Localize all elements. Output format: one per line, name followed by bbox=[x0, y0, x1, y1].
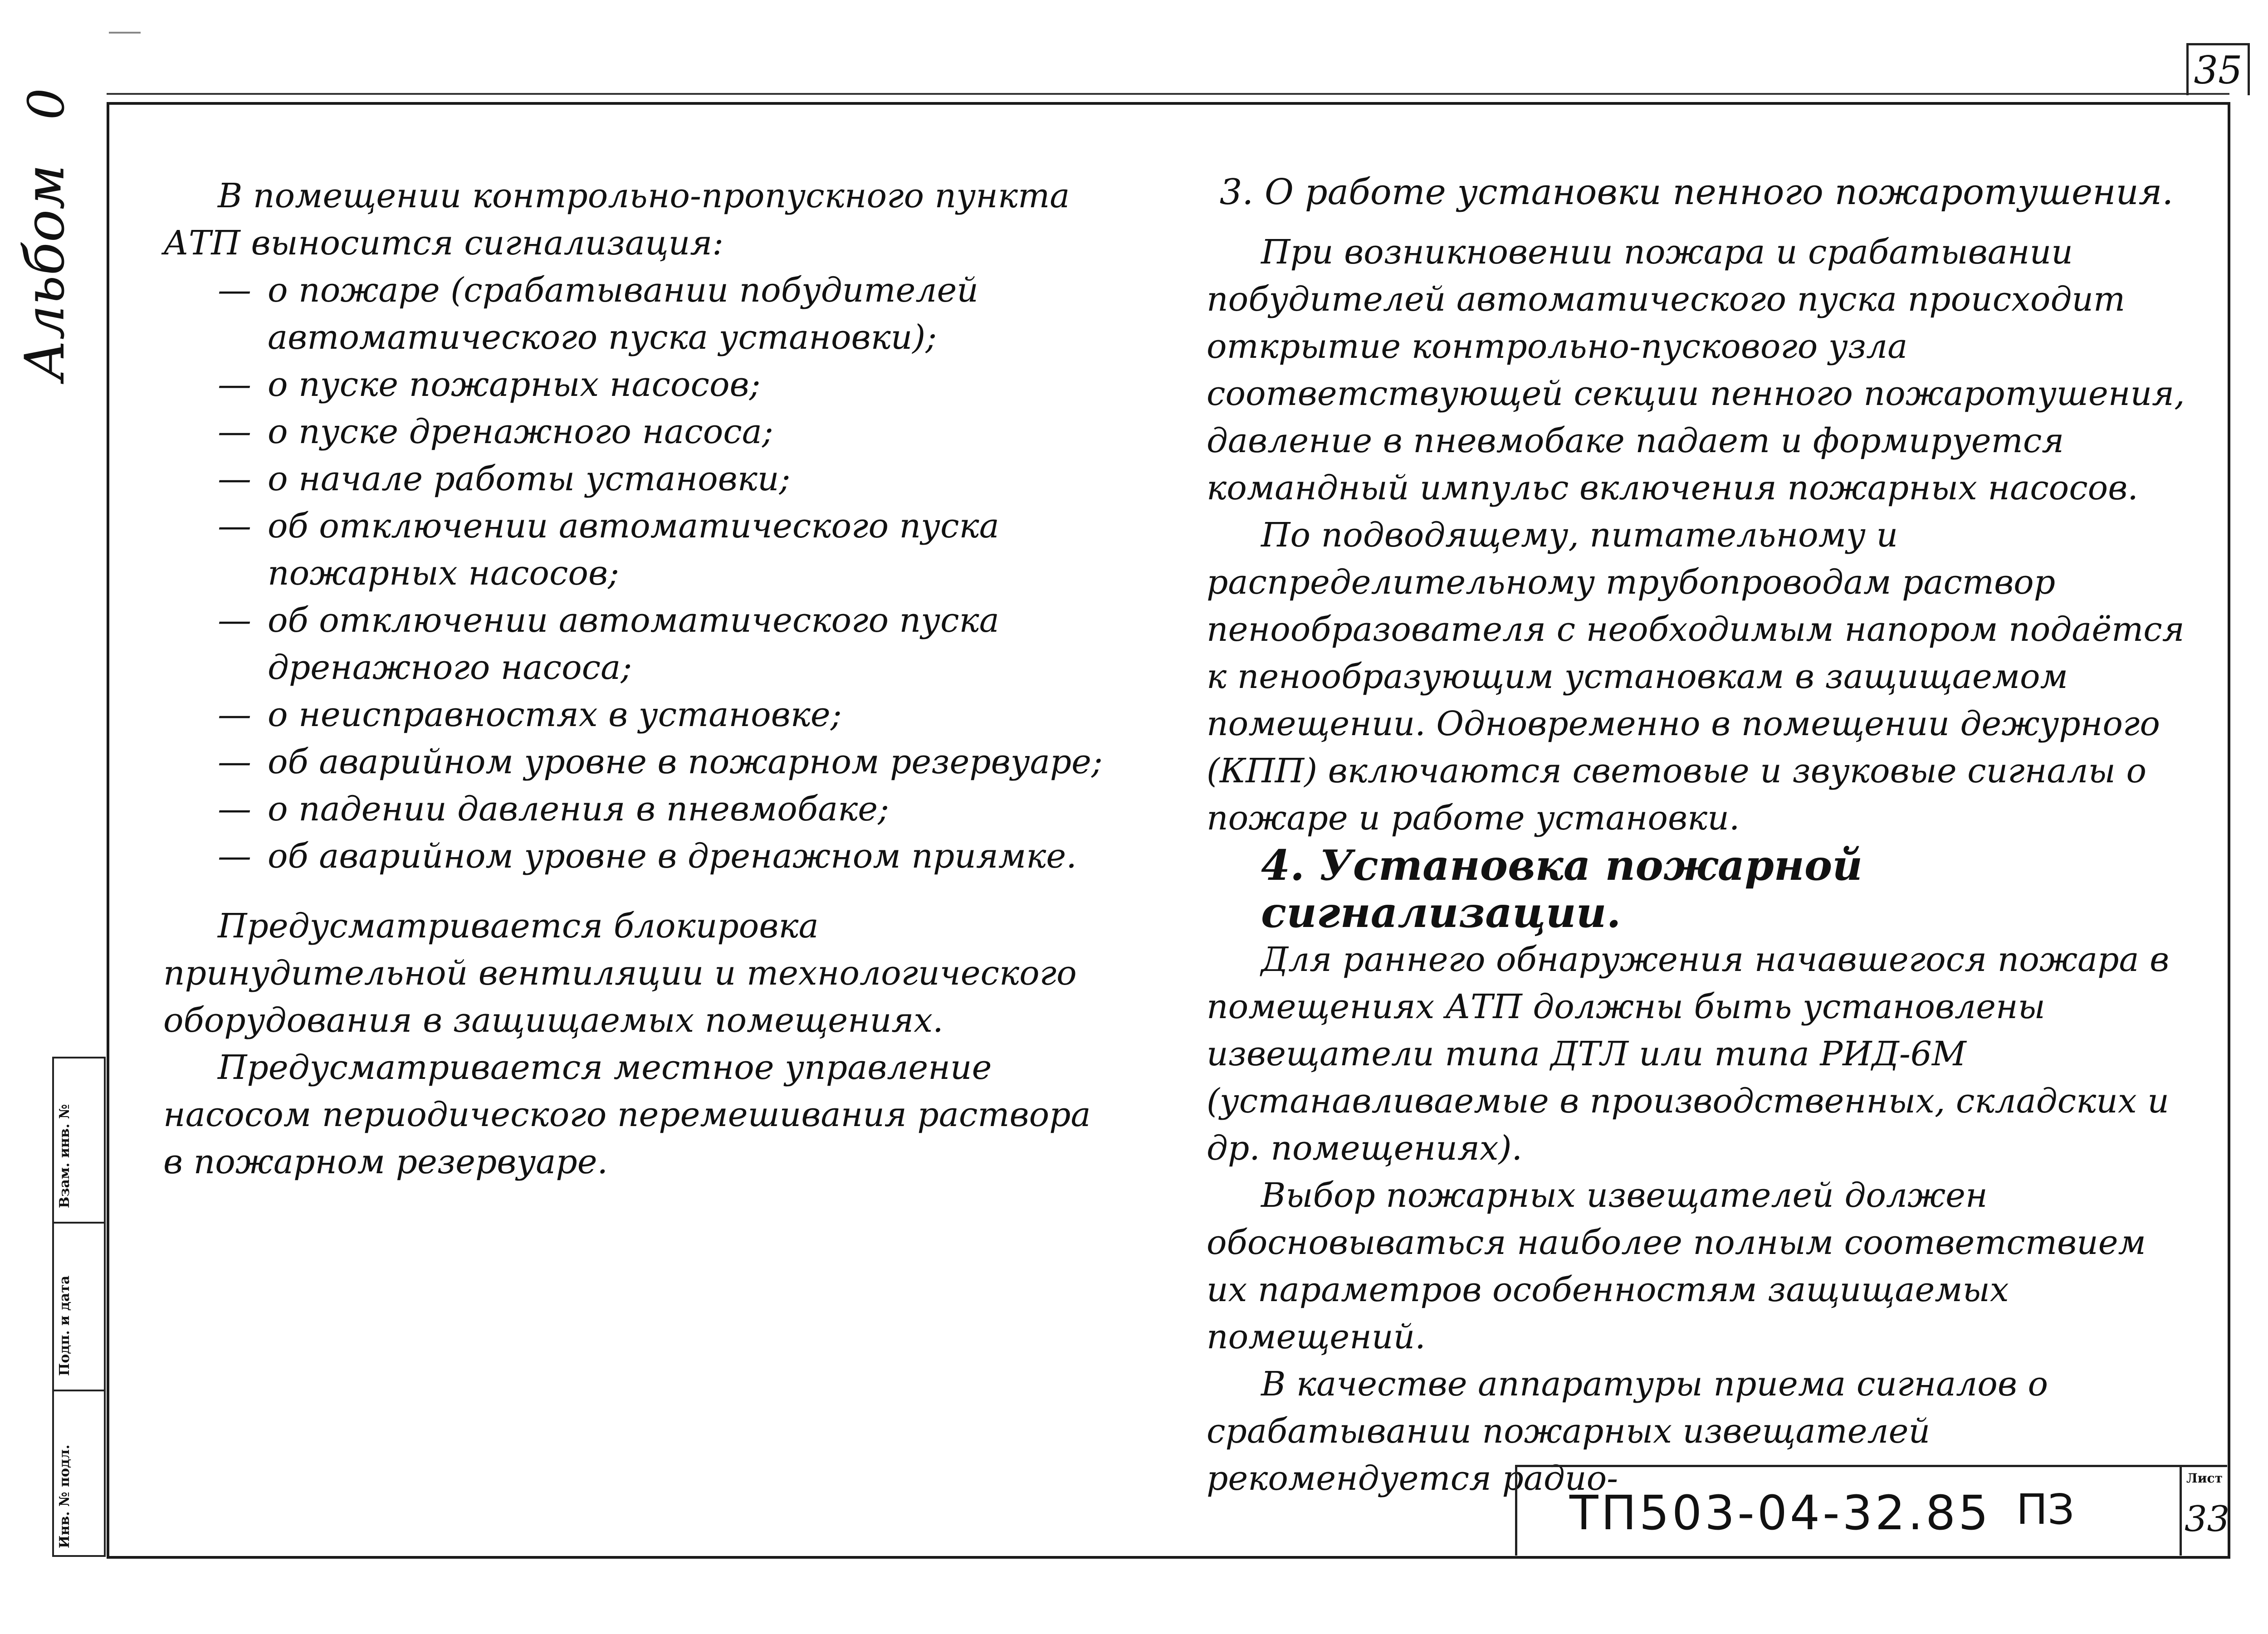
stamp-divider bbox=[54, 1222, 104, 1224]
paragraph-local-control: Предусматривается местное управление насосом периодического перемешивания раствора в пожарном резервуаре. bbox=[163, 1048, 1091, 1181]
section-4-heading: 4. Установка пожарной сигнализации. bbox=[1261, 841, 1863, 937]
signal-intro: В помещении контрольно-пропускного пункта АТП выносится сигнализация: bbox=[163, 176, 1070, 263]
section-4-paragraph-3: В качестве аппаратуры приема сигналов о срабатывании пожарных извещателей рекомендуется радио- bbox=[1207, 1365, 2048, 1498]
album-label bbox=[14, 88, 77, 381]
section-4-paragraph-1: Для раннего обнаружения начавшегося пожара в помещениях АТП должны быть установлены извещатели типа ДТЛ или типа РИД-6М (устанавливаемые в производственных, складских и др. помещениях). bbox=[1207, 940, 2170, 1168]
list-item: — об отключении автоматического пуска пожарных насосов; bbox=[163, 502, 1111, 597]
left-text-column bbox=[163, 172, 1111, 1185]
sheet-number: 33 bbox=[2185, 1499, 2230, 1540]
right-text-column bbox=[1207, 172, 2186, 1502]
list-item: — об аварийном уровне в дренажном приямке. bbox=[163, 833, 1111, 880]
list-item: — об отключении автоматического пуска дренажного насоса; bbox=[163, 597, 1111, 691]
section-3-paragraph-1: При возникновении пожара и срабатывании побудителей автоматического пуска происходит открытие контрольно-пускового узла соответствующей секции пенного пожаротушения, давление в пневмобаке падает и формируется командный импульс включения пожарных насосов. bbox=[1207, 233, 2185, 507]
paragraph-blocking: Предусматривается блокировка принудительной вентиляции и технологического оборудования в защищаемых помещениях. bbox=[163, 907, 1077, 1040]
list-item: — об аварийном уровне в пожарном резервуаре; bbox=[163, 738, 1111, 785]
album-number: 0 bbox=[17, 88, 75, 120]
stamp-divider bbox=[54, 1390, 104, 1391]
list-item: — о пожаре (срабатывании побудителей автоматического пуска установки); bbox=[163, 267, 1111, 361]
stamp-original-inv: Инв. № подл. bbox=[57, 1444, 73, 1548]
scan-mark bbox=[109, 32, 141, 34]
list-item: — о начале работы установки; bbox=[163, 455, 1111, 502]
list-item: — о пуске дренажного насоса; bbox=[163, 408, 1111, 455]
section-3-heading: 3. О работе установки пенного пожаротушения. bbox=[1219, 172, 2174, 213]
signal-list bbox=[163, 267, 1111, 880]
sheet-corner-number: 35 bbox=[2186, 43, 2250, 95]
frame-top-rule bbox=[107, 93, 2229, 95]
stamp-sign-date: Подп. и дата bbox=[57, 1275, 73, 1376]
album-label-text: Альбом bbox=[14, 164, 77, 381]
list-item: — о падении давления в пневмобаке; bbox=[163, 785, 1111, 833]
stamp-column bbox=[52, 1057, 106, 1557]
stamp-replaced-inv: Взам. инв. № bbox=[57, 1104, 73, 1208]
document-section: ПЗ bbox=[2016, 1485, 2075, 1534]
list-item: — о пуске пожарных насосов; bbox=[163, 361, 1111, 408]
section-4-paragraph-2: Выбор пожарных извещателей должен обосновываться наиболее полным соответствием их параметров особенностям защищаемых помещений. bbox=[1207, 1176, 2146, 1356]
list-item: — о неисправностях в установке; bbox=[163, 691, 1111, 738]
sheet-number-box bbox=[2180, 1465, 2230, 1556]
section-3-paragraph-2: По подводящему, питательному и распределительному трубопроводам раствор пенообразователя с необходимым напором подаётся к пенообразующим установкам в защищаемом помещении. Одновременно в помещении дежурного (КПП) включаются световые и звуковые сигналы о пожаре и работе установки. bbox=[1207, 516, 2185, 838]
title-block bbox=[1515, 1465, 2182, 1556]
sheet-label: Лист bbox=[2186, 1471, 2223, 1486]
document-code: ТП503-04-32.85 bbox=[1569, 1485, 1991, 1541]
